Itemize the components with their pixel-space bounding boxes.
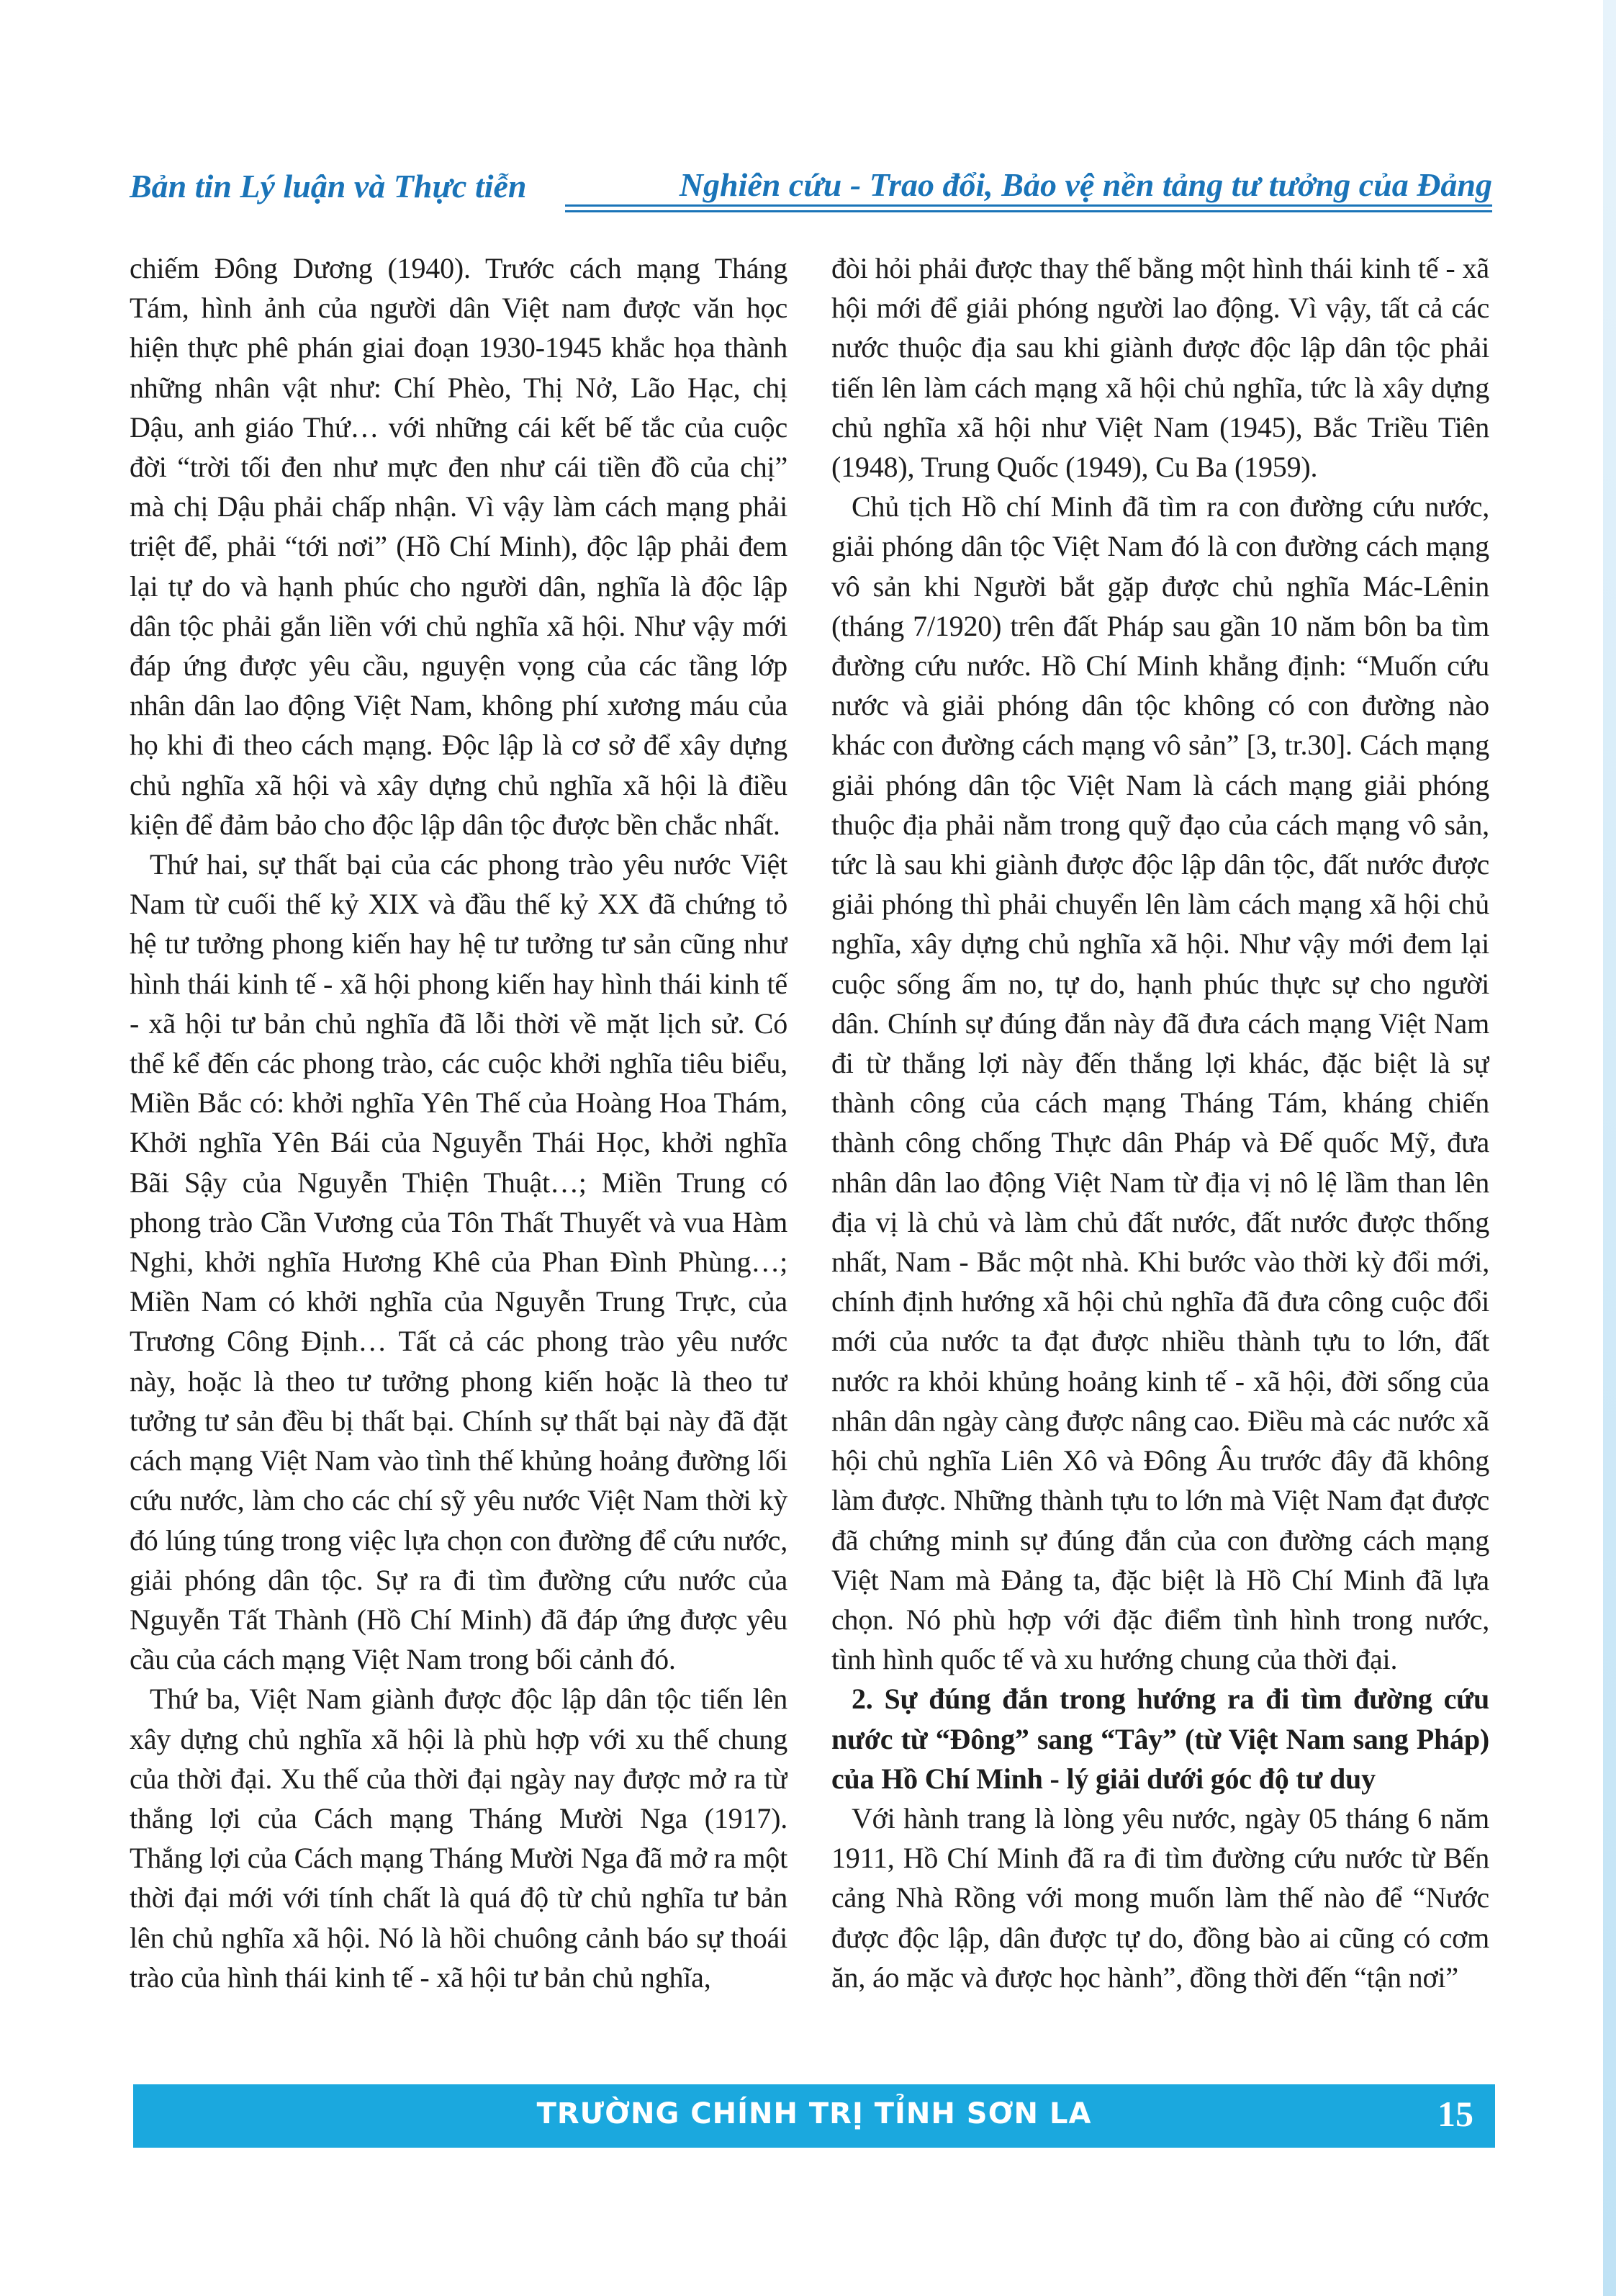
left-column <box>130 248 787 2045</box>
page-number: 15 <box>1437 2094 1473 2134</box>
right-column <box>831 248 1489 2045</box>
paragraph: Chủ tịch Hồ chí Minh đã tìm ra con đường cứu nước, giải phóng dân tộc Việt Nam đó là con đường cách mạng vô sản khi Người bắt gặp được chủ nghĩa Mác-Lênin (tháng 7/1920) trên đất Pháp sau gần 10 năm bôn ba tìm đường cứu nước. Hồ Chí Minh khẳng định: “Muốn cứu nước và giải phóng dân tộc không có con đường nào khác con đường cách mạng vô sản” [3, tr.30]. Cách mạng giải phóng dân tộc Việt Nam là cách mạng giải phóng thuộc địa phải nằm trong quỹ đạo của cách mạng vô sản, tức là sau khi giành được độc lập dân tộc, đất nước được giải phóng thì phải chuyển lên làm cách mạng xã hội chủ nghĩa, xây dựng chủ nghĩa xã hội. Như vậy mới đem lại cuộc sống ấm no, tự do, hạnh phúc thực sự cho người dân. Chính sự đúng đắn này đã đưa cách mạng Việt Nam đi từ thắng lợi này đến thắng lợi khác, đặc biệt là sự thành công của cách mạng Tháng Tám, kháng chiến thành công chống Thực dân Pháp và Đế quốc Mỹ, đưa nhân dân lao động Việt Nam từ địa vị nô lệ lầm than lên địa vị là chủ và làm chủ đất nước, đất nước được thống nhất, Nam - Bắc một nhà. Khi bước vào thời kỳ đổi mới, chính định hướng xã hội chủ nghĩa đã đưa công cuộc đổi mới của nước ta đạt được nhiều thành tựu to lớn, đất nước ra khỏi khủng hoảng kinh tế - xã hội, đời sống của nhân dân ngày càng được nâng cao. Điều mà các nước xã hội chủ nghĩa Liên Xô và Đông Âu trước đây đã không làm được. Những thành tựu to lớn mà Việt Nam đạt được đã chứng minh sự đúng đắn của con đường cách mạng Việt Nam mà Đảng ta, đặc biệt là Hồ Chí Minh đã lựa chọn. Nó phù hợp với đặc điểm tình hình trong nước, tình hình quốc tế và xu hướng chung của thời đại. <box>831 490 1489 1676</box>
section-title: Nghiên cứu - Trao đổi, Bảo vệ nền tảng tư tưởng của Đảng <box>679 166 1492 203</box>
paragraph: đòi hỏi phải được thay thế bằng một hình thái kinh tế - xã hội mới để giải phóng người lao động. Vì vậy, tất cả các nước thuộc địa sau khi giành được độc lập dân tộc phải tiến lên làm cách mạng xã hội chủ nghĩa, tức là xây dựng chủ nghĩa xã hội như Việt Nam (1945), Bắc Triều Tiên (1948), Trung Quốc (1949), Cu Ba (1959). <box>831 252 1489 484</box>
header-rule-bottom <box>565 210 1492 212</box>
footer-title: TRƯỜNG CHÍNH TRỊ TỈNH SƠN LA <box>536 2097 1092 2130</box>
publication-title: Bản tin Lý luận và Thực tiễn <box>130 168 527 204</box>
section-heading: 2. Sự đúng đắn trong hướng ra đi tìm đường cứu nước từ “Đông” sang “Tây” (từ Việt Nam sang Pháp) của Hồ Chí Minh - lý giải dưới góc độ tư duy <box>831 1683 1489 1795</box>
paragraph: Thứ hai, sự thất bại của các phong trào yêu nước Việt Nam từ cuối thế kỷ XIX và đầu thế kỷ XX đã chứng tỏ hệ tư tưởng phong kiến hay hệ tư tưởng tư sản cũng như hình thái kinh tế - xã hội phong kiến hay hình thái kinh tế - xã hội tư bản chủ nghĩa đã lỗi thời về mặt lịch sử. Có thể kể đến các phong trào, các cuộc khởi nghĩa tiêu biểu, Miền Bắc có: khởi nghĩa Yên Thế của Hoàng Hoa Thám, Khởi nghĩa Yên Bái của Nguyễn Thái Học, khởi nghĩa Bãi Sậy của Nguyễn Thiện Thuật…; Miền Trung có phong trào Cần Vương của Tôn Thất Thuyết và vua Hàm Nghi, khởi nghĩa Hương Khê của Phan Đình Phùng…; Miền Nam có khởi nghĩa của Nguyễn Trung Trực, của Trương Công Định… Tất cả các phong trào yêu nước này, hoặc là theo tư tưởng phong kiến hoặc là theo tư tưởng tư sản đều bị thất bại. Chính sự thất bại này đã đặt cách mạng Việt Nam vào tình thế khủng hoảng đường lối cứu nước, làm cho các chí sỹ yêu nước Việt Nam thời kỳ đó lúng túng trong việc lựa chọn con đường để cứu nước, giải phóng dân tộc. Sự ra đi tìm đường cứu nước của Nguyễn Tất Thành (Hồ Chí Minh) đã đáp ứng được yêu cầu của cách mạng Việt Nam trong bối cảnh đó. <box>130 848 787 1676</box>
paragraph: chiếm Đông Dương (1940). Trước cách mạng Tháng Tám, hình ảnh của người dân Việt nam được văn học hiện thực phê phán giai đoạn 1930-1945 khắc họa thành những nhân vật như: Chí Phèo, Thị Nở, Lão Hạc, chị Dậu, anh giáo Thứ… với những cái kết bế tắc của cuộc đời “trời tối đen như mực đen như cái tiền đồ của chị” mà chị Dậu phải chấp nhận. Vì vậy làm cách mạng phải triệt để, phải “tới nơi” (Hồ Chí Minh), độc lập phải đem lại tự do và hạnh phúc cho người dân, nghĩa là độc lập dân tộc phải gắn liền với chủ nghĩa xã hội. Như vậy mới đáp ứng được yêu cầu, nguyện vọng của các tầng lớp nhân dân lao động Việt Nam, không phí xương máu của họ khi đi theo cách mạng. Độc lập là cơ sở để xây dựng chủ nghĩa xã hội và xây dựng chủ nghĩa xã hội là điều kiện để đảm bảo cho độc lập dân tộc được bền chắc nhất. <box>130 252 787 841</box>
paragraph: Với hành trang là lòng yêu nước, ngày 05 tháng 6 năm 1911, Hồ Chí Minh đã ra đi tìm đường cứu nước từ Bến cảng Nhà Rồng với mong muốn làm thế nào để “Nước được độc lập, dân được tự do, đồng bào ai cũng có cơm ăn, áo mặc và được học hành”, đồng thời đến “tận nơi” <box>831 1801 1489 1994</box>
header-rule-top <box>565 204 1492 207</box>
page-edge-accent <box>1603 0 1616 2296</box>
footer-bar <box>133 2084 1495 2148</box>
paragraph: Thứ ba, Việt Nam giành được độc lập dân tộc tiến lên xây dựng chủ nghĩa xã hội là phù hợp với xu thế chung của thời đại. Xu thế của thời đại ngày nay được mở ra từ thắng lợi của Cách mạng Tháng Mười Nga (1917). Thắng lợi của Cách mạng Tháng Mười Nga đã mở ra một thời đại mới với tính chất là quá độ từ chủ nghĩa tư bản lên chủ nghĩa xã hội. Nó là hồi chuông cảnh báo sự thoái trào của hình thái kinh tế - xã hội tư bản chủ nghĩa, <box>130 1683 787 1994</box>
